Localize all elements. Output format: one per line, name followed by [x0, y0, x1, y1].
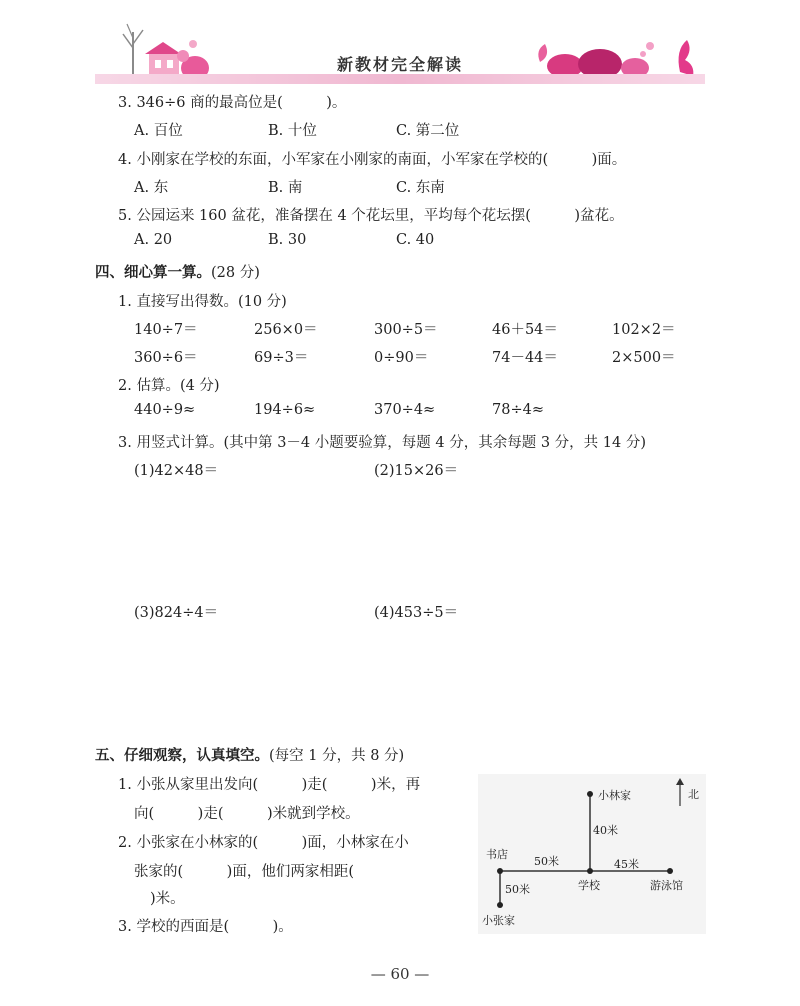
estimate-item: 78÷4≈: [492, 402, 544, 418]
question-4-option-b: B. 南: [268, 180, 303, 196]
vertical-calc-item: (3)824÷4＝: [134, 605, 219, 621]
question-3-option-b: B. 十位: [268, 123, 317, 139]
question-4-option-a: A. 东: [134, 180, 169, 196]
calc-item: 74－44＝: [492, 350, 558, 366]
section-5-line: 3. 学校的西面是( )。: [118, 919, 293, 935]
xiaolin-home-point: [587, 791, 593, 797]
section-4-title: 四、细心算一算。: [95, 265, 211, 281]
route-map: [478, 774, 706, 934]
page-number: — 60 —: [370, 965, 430, 983]
section-5-score: (每空 1 分，共 8 分): [269, 748, 405, 764]
calc-item: 140÷7＝: [134, 322, 198, 338]
question-4-option-c: C. 东南: [396, 180, 445, 196]
section-5-line: 2. 小张家在小林家的( )面，小林家在小: [118, 835, 409, 851]
north-label: 北: [688, 788, 699, 801]
section-4-score: (28 分): [211, 265, 260, 281]
header-title: 新教材完全解读: [336, 55, 463, 74]
xiaozhang-home-point: [497, 902, 503, 908]
estimate-item: 194÷6≈: [254, 402, 316, 418]
distance-50-left-label: 50米: [505, 883, 530, 896]
question-3-option-c: C. 第二位: [396, 123, 460, 139]
question-3-stem: 3. 346÷6 商的最高位是( )。: [118, 95, 347, 111]
section-4-q3-label: 3. 用竖式计算。(其中第 3－4 小题要验算，每题 4 分，其余每题 3 分，共 14 分): [118, 435, 646, 451]
section-5-heading: [95, 744, 404, 765]
calc-item: 46＋54＝: [492, 322, 558, 338]
school-label: 学校: [578, 879, 600, 892]
vertical-calc-item: (2)15×26＝: [374, 463, 459, 479]
calc-item: 256×0＝: [254, 322, 318, 338]
section-5-line: 张家的( )面，他们两家相距(: [134, 864, 354, 880]
route-map-svg: [478, 774, 706, 934]
header-band: [95, 74, 705, 84]
question-3-option-a: A. 百位: [134, 123, 183, 139]
vertical-calc-item: (4)453÷5＝: [374, 605, 459, 621]
section-5-line: 1. 小张从家里出发向( )走( )米，再: [118, 777, 421, 793]
question-4-stem: 4. 小刚家在学校的东面，小军家在小刚家的南面，小军家在学校的( )面。: [118, 152, 627, 168]
section-4-heading: [95, 261, 260, 282]
bookstore-label: 书店: [486, 848, 508, 861]
vertical-calc-item: (1)42×48＝: [134, 463, 219, 479]
distance-50-top-label: 50米: [534, 855, 559, 868]
distance-45-label: 45米: [614, 858, 639, 871]
calc-item: 360÷6＝: [134, 350, 198, 366]
school-point: [587, 868, 593, 874]
calc-item: 2×500＝: [612, 350, 676, 366]
section-5-title: 五、仔细观察，认真填空。: [95, 748, 269, 764]
calc-item: 102×2＝: [612, 322, 676, 338]
question-5-option-b: B. 30: [268, 232, 307, 248]
pool-point: [667, 868, 673, 874]
question-5-option-a: A. 20: [134, 232, 173, 248]
estimate-item: 440÷9≈: [134, 402, 196, 418]
calc-item: 0÷90＝: [374, 350, 429, 366]
section-4-q1-label: 1. 直接写出得数。(10 分): [118, 294, 287, 310]
pool-label: 游泳馆: [650, 879, 683, 892]
section-4-q2-label: 2. 估算。(4 分): [118, 378, 220, 394]
estimate-item: 370÷4≈: [374, 402, 436, 418]
xiaolin-home-label: 小林家: [598, 789, 631, 802]
calc-item: 300÷5＝: [374, 322, 438, 338]
distance-40-label: 40米: [593, 824, 618, 837]
calc-item: 69÷3＝: [254, 350, 309, 366]
xiaozhang-home-label: 小张家: [482, 914, 515, 927]
section-5-line: )米。: [150, 891, 185, 907]
section-5-line: 向( )走( )米就到学校。: [134, 806, 360, 822]
question-5-option-c: C. 40: [396, 232, 435, 248]
question-5-stem: 5. 公园运来 160 盆花，准备摆在 4 个花坛里，平均每个花坛摆( )盆花。: [118, 208, 624, 224]
bookstore-point: [497, 868, 503, 874]
